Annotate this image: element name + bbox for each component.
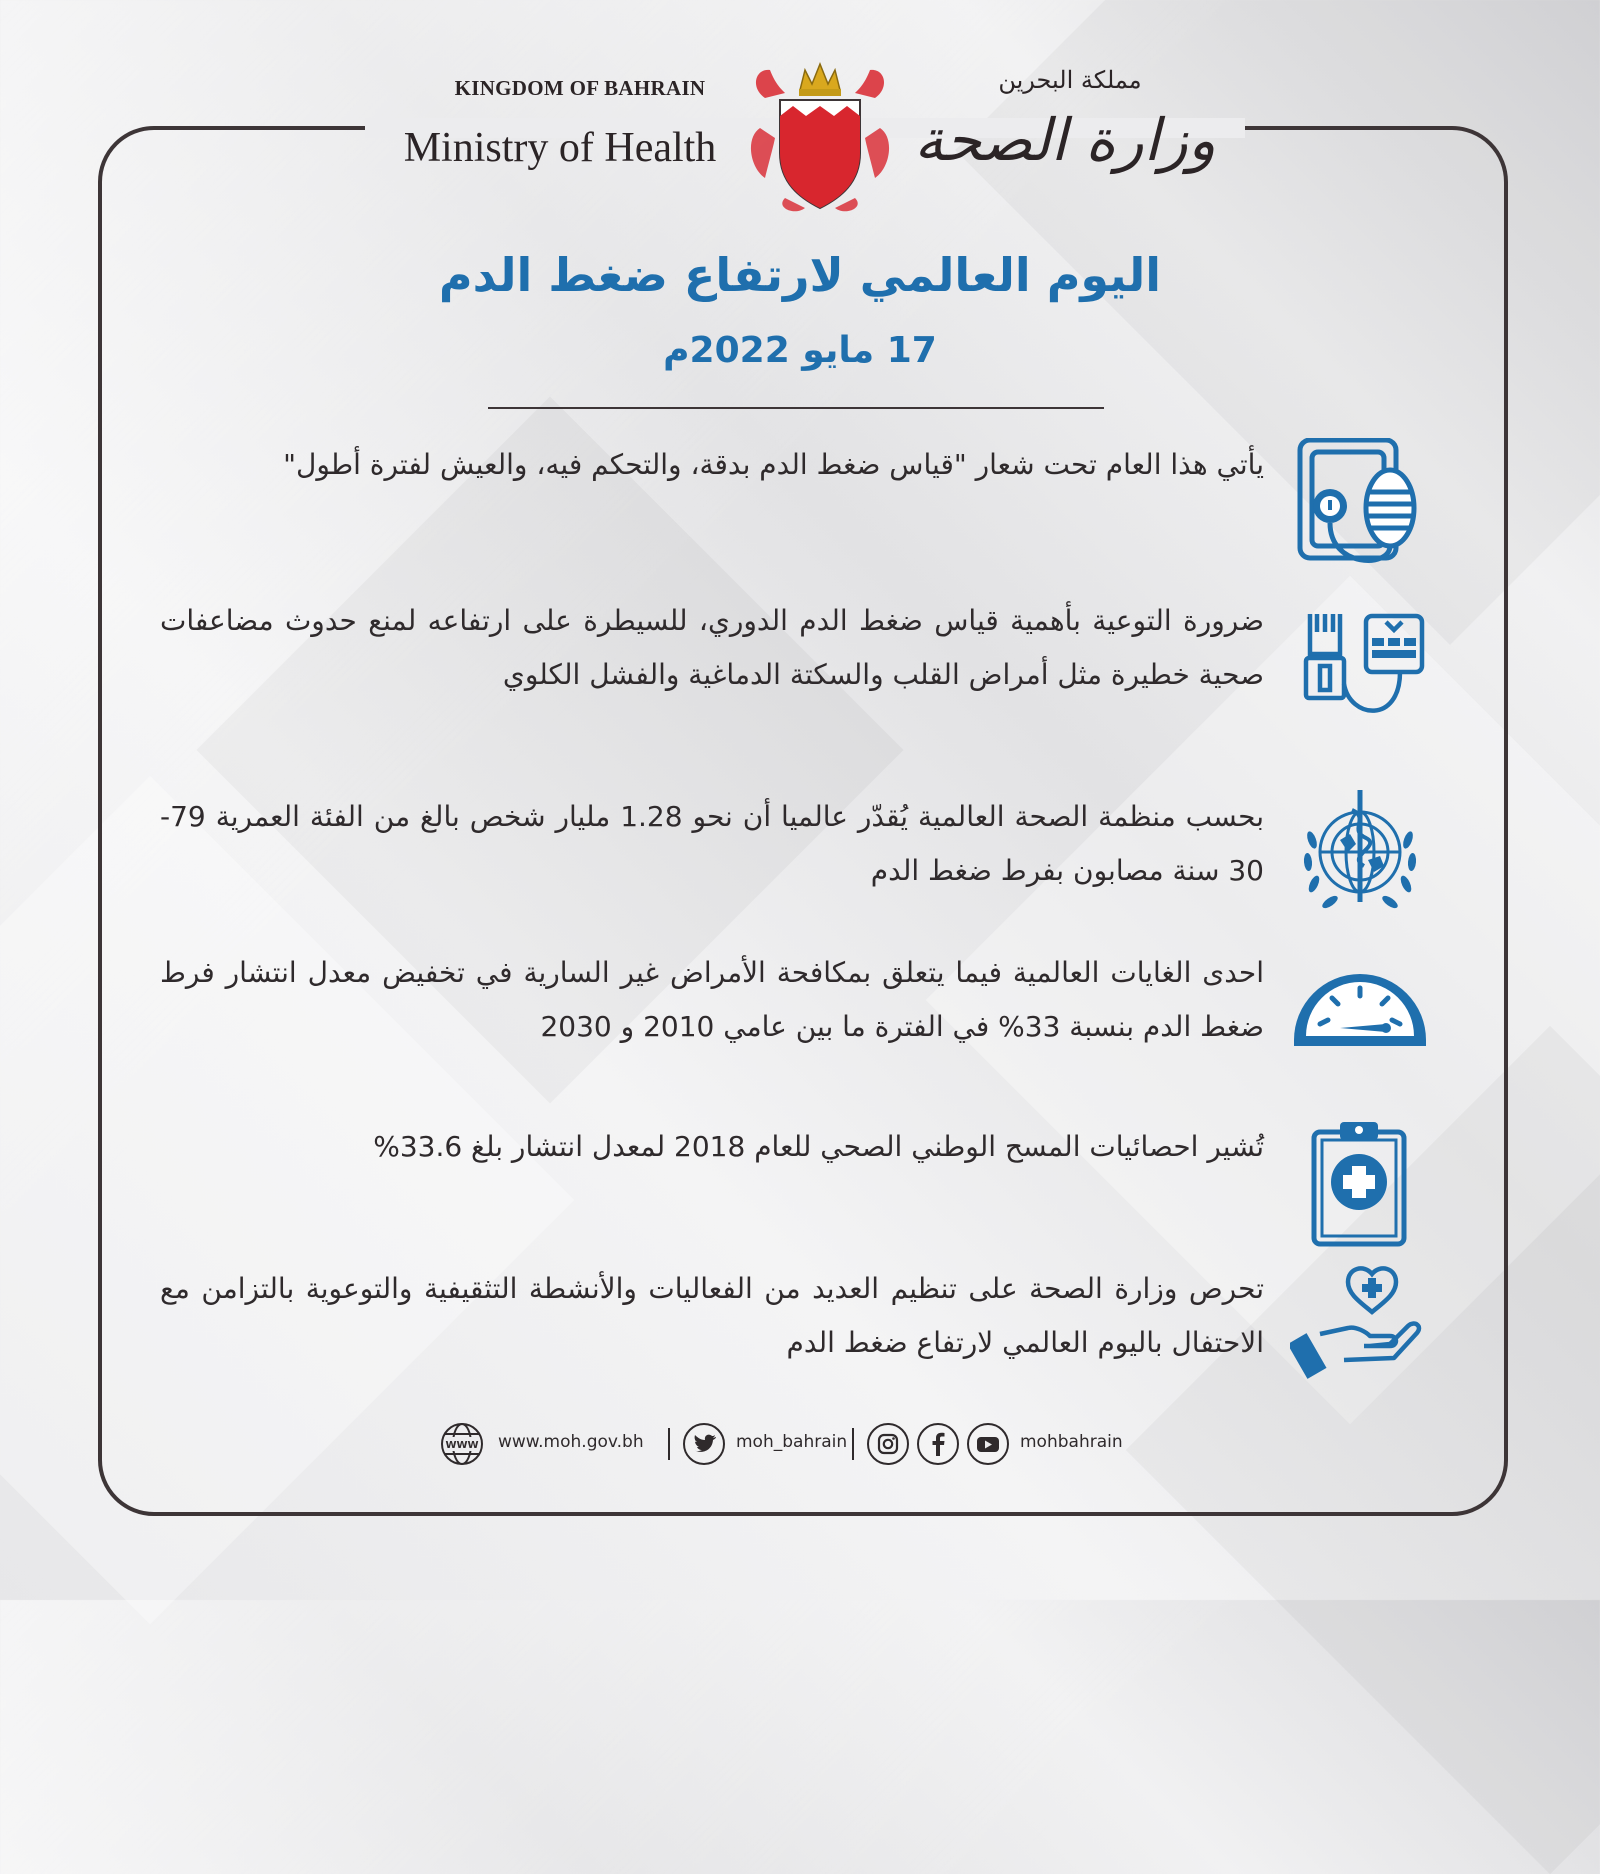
- item-text: ضرورة التوعية بأهمية قياس ضغط الدم الدوري، للسيطرة على ارتفاعه لمنع حدوث مضاعفات صحية خطيرة مثل أمراض القلب والسكتة الدماغية والفشل الكلوي: [160, 604, 1264, 691]
- event-date: 17 مايو 2022م: [663, 330, 937, 371]
- item-text: تُشير احصائيات المسح الوطني الصحي للعام 2018 لمعدل انتشار بلغ 33.6%: [373, 1130, 1264, 1163]
- twitter-icon[interactable]: [682, 1422, 726, 1466]
- list-item: [160, 1120, 1430, 1260]
- twitter-handle[interactable]: moh_bahrain: [736, 1432, 848, 1452]
- page-title: اليوم العالمي لارتفاع ضغط الدم: [438, 248, 1162, 302]
- kingdom-ar: مملكة البحرين: [998, 66, 1142, 94]
- gauge-icon: [1290, 946, 1430, 1086]
- website-link[interactable]: www.moh.gov.bh: [498, 1432, 644, 1452]
- item-text: احدى الغايات العالمية فيما يتعلق بمكافحة الأمراض غير السارية في تخفيض معدل انتشار فرط ضغط الدم بنسبة 33% في الفترة ما بين عامي 2010 و 2030: [160, 956, 1264, 1043]
- title-divider: [488, 407, 1104, 409]
- youtube-icon[interactable]: [966, 1422, 1010, 1466]
- list-item: [160, 946, 1430, 1086]
- list-item: [160, 790, 1430, 930]
- list-item: [160, 438, 1430, 578]
- clipboard-medical-icon: [1290, 1120, 1430, 1260]
- list-item: [160, 594, 1430, 734]
- social-handle[interactable]: mohbahrain: [1020, 1432, 1123, 1452]
- kingdom-en: KINGDOM OF BAHRAIN: [454, 76, 706, 100]
- hand-heart-icon: [1290, 1262, 1430, 1402]
- globe-icon: [440, 1422, 484, 1466]
- facebook-icon[interactable]: [916, 1422, 960, 1466]
- header: [0, 58, 1600, 218]
- footer-separator: [668, 1428, 670, 1460]
- who-logo-icon: [1290, 790, 1430, 930]
- ministry-ar: وزارة الصحة: [914, 106, 1216, 174]
- instagram-icon[interactable]: [866, 1422, 910, 1466]
- footer-separator: [852, 1428, 854, 1460]
- item-text: بحسب منظمة الصحة العالمية يُقدّر عالميا أن نحو 1.28 مليار شخص بالغ من الفئة العمرية 79-30 سنة مصابون بفرط ضغط الدم: [160, 800, 1264, 887]
- list-item: [160, 1262, 1430, 1402]
- arm-cuff-monitor-icon: [1290, 594, 1430, 734]
- item-text: يأتي هذا العام تحت شعار "قياس ضغط الدم بدقة، والتحكم فيه، والعيش لفترة أطول": [283, 448, 1264, 481]
- bahrain-emblem-icon: [745, 58, 895, 216]
- blood-pressure-monitor-icon: [1290, 438, 1430, 578]
- item-text: تحرص وزارة الصحة على تنظيم العديد من الفعاليات والأنشطة التثقيفية والتوعوية بالتزامن مع الاحتفال باليوم العالمي لارتفاع ضغط الدم: [160, 1272, 1264, 1359]
- www-label: WWW: [445, 1440, 479, 1451]
- footer: [440, 1420, 1160, 1470]
- ministry-en: Ministry of Health: [403, 125, 717, 171]
